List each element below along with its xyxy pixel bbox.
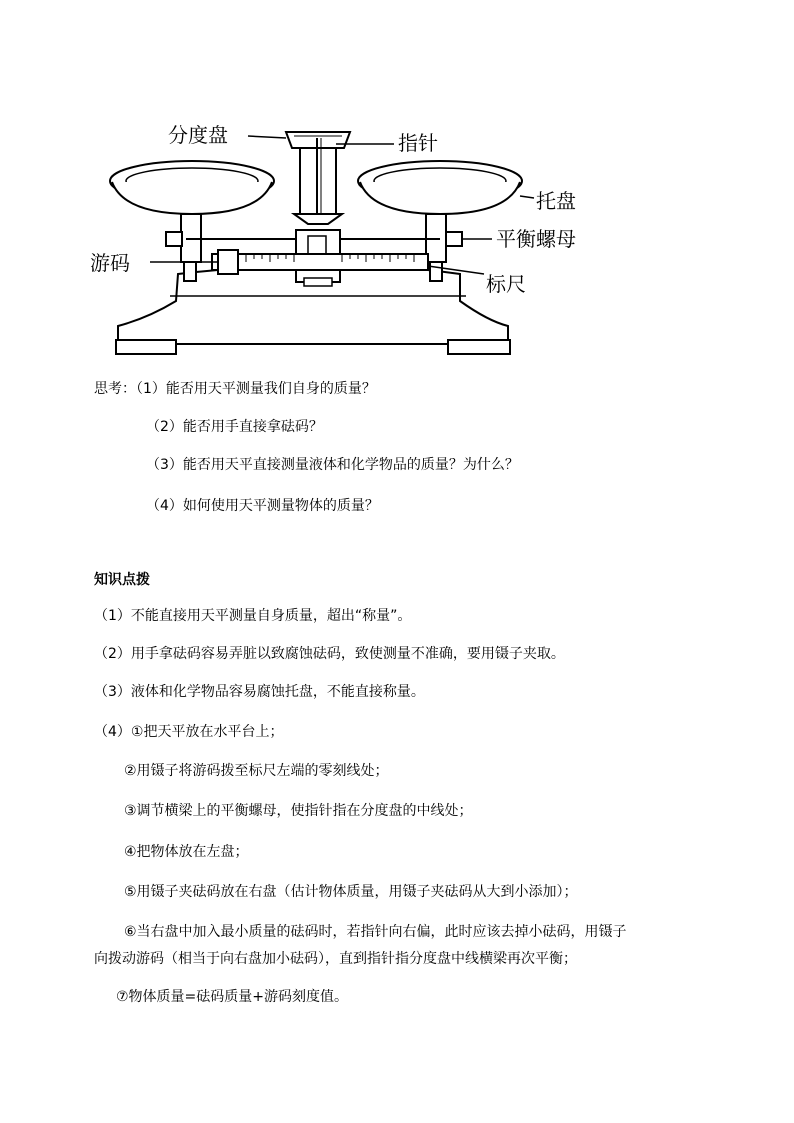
think-q1: [94, 380, 376, 398]
knowledge-title: 知识点拨: [94, 572, 150, 588]
think-question-1: （1）能否用天平测量我们自身的质量？: [136, 381, 376, 397]
answer-4-step-7: ⑦物体质量=砝码质量+游码刻度值。: [116, 989, 349, 1005]
balance-diagram: [88, 96, 608, 366]
answer-4-step-2: ②用镊子将游码拨至标尺左端的零刻线处；: [124, 763, 389, 779]
label-rider: 游码: [90, 251, 130, 275]
base-foot-right: [448, 340, 510, 354]
label-pointer: 指针: [398, 131, 438, 155]
balance-nut-left: [166, 232, 182, 246]
answer-4-step-5: ⑤用镊子夹砝码放在右盘（估计物体质量，用镊子夹砝码从大到小添加）；: [124, 884, 578, 900]
label-balance-nut: 平衡螺母: [496, 227, 576, 251]
balance-illustration: [88, 96, 608, 366]
answer-3: （3）液体和化学物品容易腐蚀托盘，不能直接称量。: [94, 684, 425, 700]
label-dial: 分度盘: [168, 123, 228, 147]
answer-4-step-3: ③调节横梁上的平衡螺母，使指针指在分度盘的中线处；: [124, 803, 473, 819]
balance-nut-right: [446, 232, 462, 246]
answer-1: （1）不能直接用天平测量自身质量，超出“称量”。: [94, 608, 412, 624]
answer-4-step-6b: 向拨动游码（相当于向右盘加小砝码），直到指针指分度盘中线横梁再次平衡；: [94, 951, 577, 967]
think-question-2: （2）能否用手直接拿砝码？: [146, 419, 323, 435]
rider: [218, 250, 238, 274]
think-question-4: （4）如何使用天平测量物体的质量？: [146, 498, 379, 514]
think-prefix: 思考：: [94, 381, 136, 397]
answer-4-step-1: （4）①把天平放在水平台上；: [94, 724, 284, 740]
scale-beam: [212, 254, 428, 270]
base-foot-left: [116, 340, 176, 354]
label-scale: 标尺: [486, 272, 526, 296]
label-tray: 托盘: [536, 189, 576, 213]
answer-2: （2）用手拿砝码容易弄脏以致腐蚀砝码，致使测量不准确，要用镊子夹取。: [94, 646, 565, 662]
answer-4-step-4: ④把物体放在左盘；: [124, 844, 249, 860]
answer-4-step-6a: ⑥当右盘中加入最小质量的砝码时，若指针向右偏，此时应该去掉小砝码，用镊子: [124, 924, 627, 940]
think-question-3: （3）能否用天平直接测量液体和化学物品的质量？为什么？: [146, 457, 519, 473]
